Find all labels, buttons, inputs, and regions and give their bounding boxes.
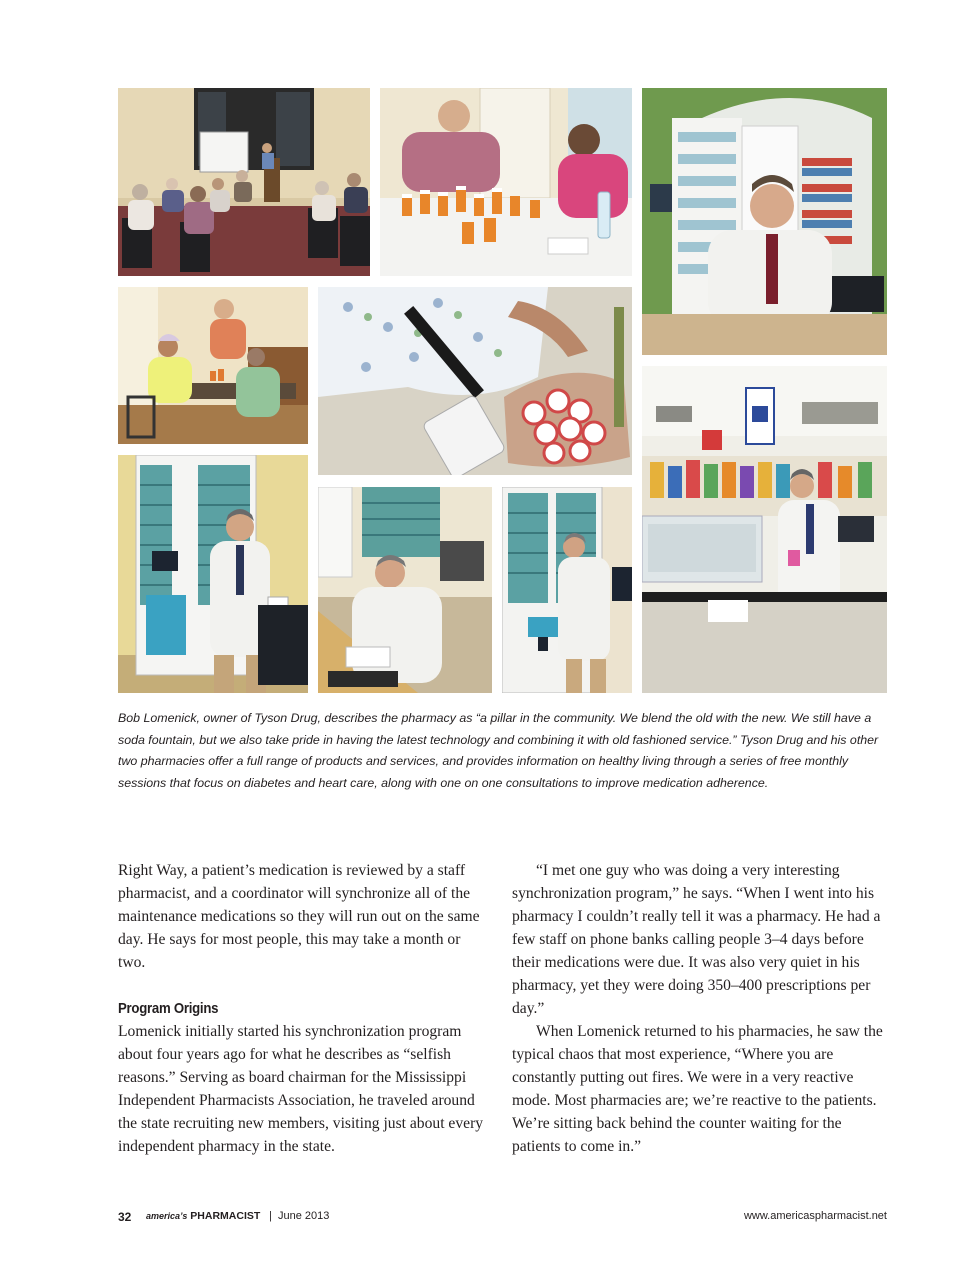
article-paragraph: Right Way, a patient’s medication is reviewed by a staff pharmacist, and a coordinator will synchronize all of the maintenance medications so they will run out on the same day. He says for most people, this may take a month or two. (118, 862, 480, 971)
photo-pill-organizer (318, 287, 632, 475)
article-column-left (118, 859, 490, 1158)
photo-caption: Bob Lomenick, owner of Tyson Drug, describes the pharmacy as “a pillar in the community. We blend the old with the new. We still have a soda fountain, but we also take pride in having the latest technology and combining it with old fashioned service.” Tyson Drug and his other two pharmacies offer a full range of products and services, and provides information on healthy living through a series of free monthly sessions that focus on diabetes and heart care, along with one on one consultations to improve medication adherence. (118, 711, 879, 790)
section-heading: Program Origins (118, 1000, 219, 1017)
photo-pharmacist-counter (642, 88, 887, 355)
article-paragraph: When Lomenick returned to his pharmacies, he saw the typical chaos that most experience, “Where you are constantly putting out fires. We were in a very reactive mode. Most pharmacies are; we’re reactive to the patients. We’re sitting back behind the counter waiting for the patients to come in.” (512, 1023, 883, 1155)
photo-pharmacist-writing (318, 487, 492, 693)
photo-medication-review (380, 88, 632, 276)
photo-dispensing-robot (118, 455, 308, 693)
article-paragraph: Lomenick initially started his synchronization program about four years ago for what he describes as “selfish reasons.” Serving as board chairman for the Mississippi Independent Pharmacists Association, he traveled around the state recruiting new members, visiting just about every independent pharmacy in the state. (118, 1023, 484, 1155)
issue-date: June 2013 (278, 1210, 330, 1222)
magazine-logo (146, 1210, 260, 1222)
magazine-logo-prefix: america’s (146, 1211, 188, 1221)
article-column-right (512, 859, 884, 1158)
page-footer (118, 1210, 887, 1228)
website-url: www.americaspharmacist.net (743, 1210, 887, 1222)
photo-pharmacist-robot (502, 487, 632, 693)
photo-soda-fountain (642, 366, 887, 693)
magazine-logo-name: PHARMACIST (190, 1210, 261, 1222)
page-number: 32 (118, 1210, 132, 1224)
footer-separator: | (269, 1210, 272, 1222)
photo-group-table (118, 287, 308, 444)
article-paragraph: “I met one guy who was doing a very interesting synchronization program,” he says. “When I went into his pharmacy I couldn’t really tell it was a pharmacy. He had a few staff on phone banks calling people 3–4 days before their medications were due. It was also very quiet in his pharmacy, yet they were doing 350–400 prescriptions per day.” (512, 862, 881, 1017)
photo-seminar-room (118, 88, 370, 276)
